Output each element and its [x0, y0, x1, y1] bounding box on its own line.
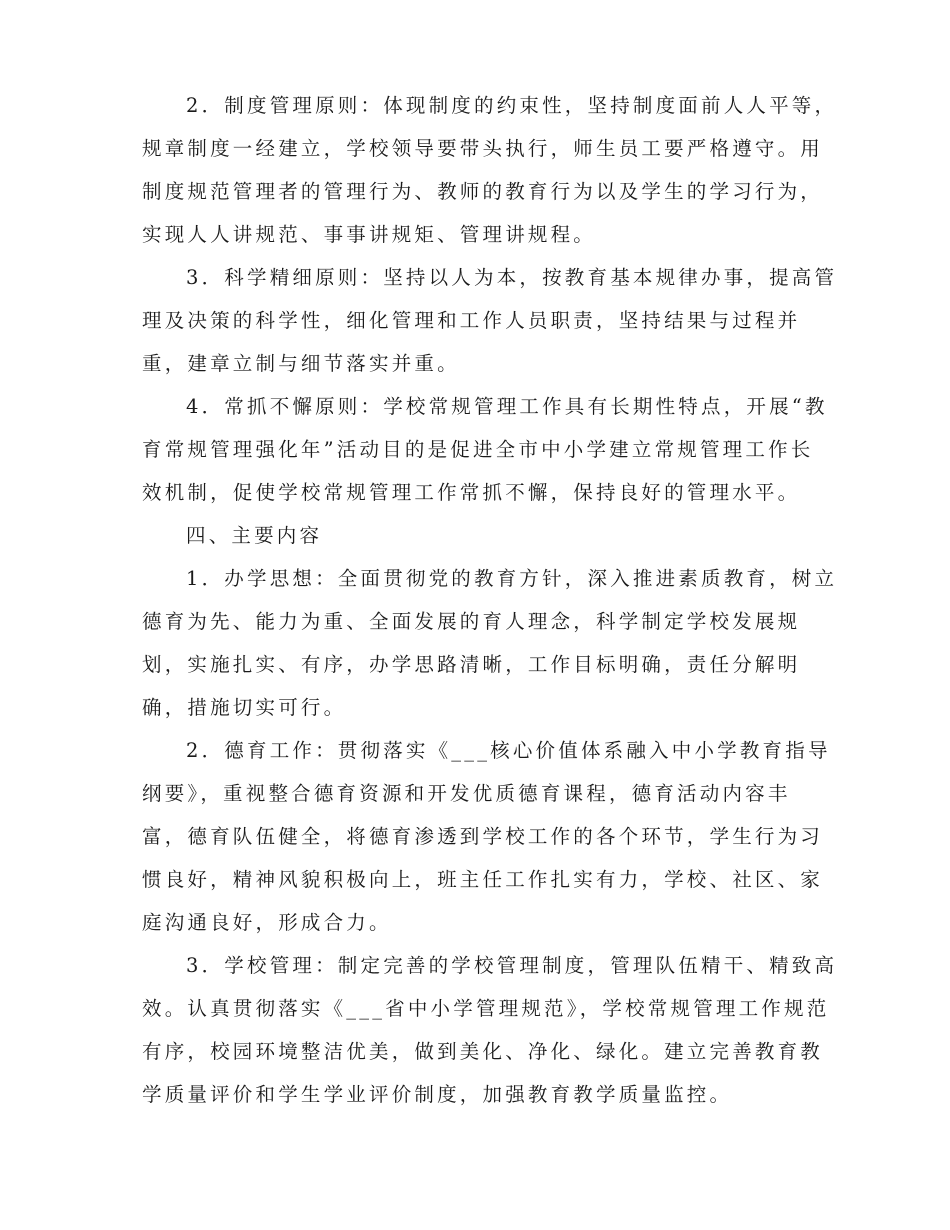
text-line: 有序，校园环境整洁优美，做到美化、净化、绿化。建立完善教育教 [142, 1040, 824, 1063]
text-line: 庭沟通良好，形成合力。 [142, 911, 392, 934]
text-line: 德育为先、能力为重、全面发展的育人理念，科学制定学校发展规 [142, 610, 801, 633]
text-line: 确，措施切实可行。 [142, 696, 347, 719]
text-line: 1．办学思想：全面贯彻党的教育方针，深入推进素质教育，树立 [186, 567, 838, 590]
text-line: 实现人人讲规范、事事讲规矩、管理讲规程。 [142, 223, 597, 246]
text-line: 纲要》，重视整合德育资源和开发优质德育课程，德育活动内容丰 [142, 782, 791, 805]
text-line: 3．学校管理：制定完善的学校管理制度，管理队伍精干、精致高 [186, 954, 838, 977]
text-line: 3．科学精细原则：坚持以人为本，按教育基本规律办事，提高管 [186, 266, 838, 289]
text-line: 2．德育工作：贯彻落实《___核心价值体系融入中小学教育指导 [186, 739, 831, 762]
text-line: 重，建章立制与细节落实并重。 [142, 352, 460, 375]
text-line: 4．常抓不懈原则：学校常规管理工作具有长期性特点，开展“教 [186, 395, 828, 418]
text-line: 效。认真贯彻落实《___省中小学管理规范》，学校常规管理工作规范 [142, 997, 830, 1020]
text-line: 学质量评价和学生学业评价制度，加强教育教学质量监控。 [142, 1083, 733, 1106]
text-line: 惯良好，精神风貌积极向上，班主任工作扎实有力，学校、社区、家 [142, 868, 824, 891]
text-line: 育常规管理强化年”活动目的是促进全市中小学建立常规管理工作长 [142, 438, 814, 461]
text-line: 效机制，促使学校常规管理工作常抓不懈，保持良好的管理水平。 [142, 481, 801, 504]
text-line: 富，德育队伍健全，将德育渗透到学校工作的各个环节，学生行为习 [142, 825, 824, 848]
text-line: 规章制度一经建立，学校领导要带头执行，师生员工要严格遵守。用 [142, 137, 824, 160]
section-heading: 四、主要内容 [186, 524, 323, 547]
text-line: 2．制度管理原则：体现制度的约束性，坚持制度面前人人平等， [186, 94, 838, 117]
text-line: 制度规范管理者的管理行为、教师的教育行为以及学生的学习行为， [142, 180, 824, 203]
text-line: 划，实施扎实、有序，办学思路清晰，工作目标明确，责任分解明 [142, 653, 801, 676]
text-line: 理及决策的科学性，细化管理和工作人员职责，坚持结果与过程并 [142, 309, 801, 332]
